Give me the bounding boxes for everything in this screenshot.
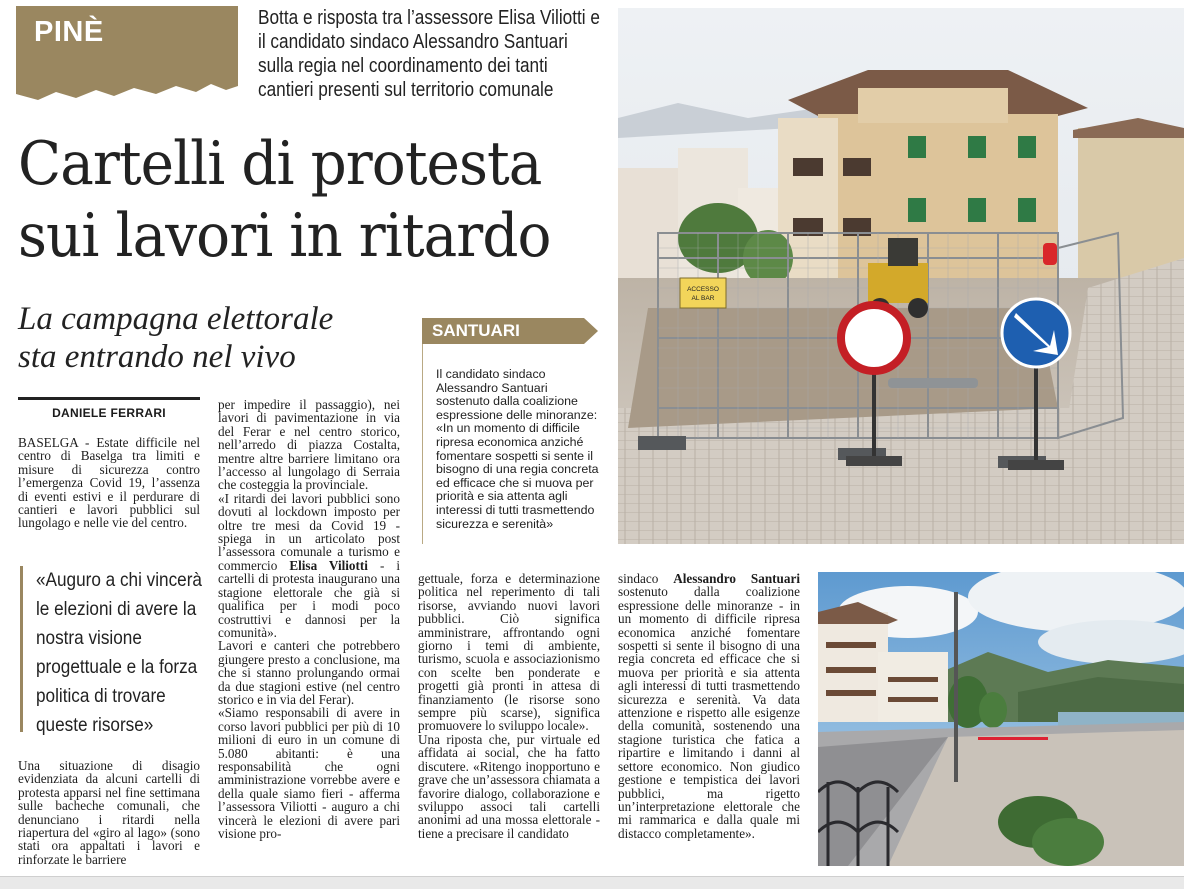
- column-4: [618, 572, 800, 840]
- bottom-bar: [0, 876, 1184, 889]
- subheadline-line-2: sta entrando nel vivo: [18, 339, 296, 375]
- col3-paragraph-2: Una riposta che, pur virtuale ed affidata ai social, che ha fatto discutere. «Ritengo inopportuno e grave che un’assessora chiamata a favorire dialogo, collaborazione e sviluppo associ tali cartelli anonimi ad una mossa elettorale - tiene a precisare il candidato: [418, 731, 600, 841]
- column-3: [418, 572, 600, 840]
- col3-paragraph-1: gettuale, forza e determinazione politica nel reperimento di tali risorse, avviando nuovi lavori pubblici. Ciò significa amministrare, affrontando ogni giorno i temi di ambiente, turismo, scuola e associazionismo con scelte ben ponderate e progetti già pronti in attesa di finanziamento (le risorse sono sempre più scarse), significa promuovere lo sviluppo locale».: [418, 571, 600, 734]
- col2-paragraph-3: Lavori e canteri che potrebbero giungere presto a conclusione, ma che si stanno prolungando ormai da due stagioni estive (nel centro storico e in via del Ferar).: [218, 638, 400, 707]
- lakeside-photo: [818, 572, 1184, 866]
- sidebar-rule: [422, 344, 423, 544]
- column-1-intro: [18, 436, 200, 530]
- headline-line-1: Cartelli di protesta: [18, 129, 542, 199]
- lakeside-photo-image: [818, 572, 1184, 866]
- headline: [18, 128, 551, 272]
- headline-line-2: sui lavori in ritardo: [18, 201, 551, 271]
- col4-paragraph-1: [618, 572, 800, 840]
- section-tag-label: PINÈ: [34, 16, 104, 48]
- col4-p1-text: sindaco: [618, 571, 674, 586]
- col2-paragraph-4: «Siamo responsabili di avere in corso lavori pubblici per più di 10 milioni di euro in un comune di 5.080 abitanti: è una responsabilità che ogni amministrazione vorrebbe avere e della quale siamo fieri - afferma l’assessora Viliotti - auguro a chi vincerà le elezioni di avere pari visione pro-: [218, 705, 400, 841]
- sidebar-tag-label: SANTUARI: [432, 321, 520, 340]
- byline-rule: [18, 397, 200, 400]
- subheadline: [18, 300, 333, 376]
- name-viliotti: Elisa Viliotti: [289, 557, 368, 573]
- col2-paragraph-2: [218, 492, 400, 639]
- sidebar-text: Il candidato sindaco Alessandro Santuari sostenuto dalla coalizione espressione delle minoranze: «In un momento di difficile ripresa economica anziché fomentare sospetti si sente il bisogno di una regia concreta ed efficace che si muova per priorità e sia attenta agli interessi di tutti trasmettendo sicurezza e serenità»: [436, 367, 599, 531]
- column-2: [218, 398, 400, 840]
- svg-text:AL BAR: AL BAR: [691, 295, 715, 302]
- column-1-body: [18, 759, 200, 866]
- byline: DANIELE FERRARI: [52, 406, 166, 420]
- section-tag: [16, 6, 238, 106]
- pull-quote: «Auguro a chi vincerà le elezioni di avere la nostra visione progettuale e la forza politica di trovare queste risorse»: [36, 569, 202, 736]
- body-paragraph: Una situazione di disagio evidenziata da alcuni cartelli di protesta apparsi nel fine settimana sulle bacheche comunali, che denunciano i ritardi nella riapertura del «giro al lago» (sono stati ora appaltati i lavori e rinforzate le barriere: [18, 758, 200, 867]
- subheadline-line-1: La campagna elettorale: [18, 301, 334, 337]
- col4-p1-text-end: sostenuto dalla coalizione espressione delle minoranze - in un momento di difficile ripresa economica anziché fomentare sospetti si sente il bisogno di una regia concreta ed efficace che si muova per priorità e sia attenta agli interessi di tutti trasmettendo sicurezza e serenità. Va data attenzione e rispetto alle esigenze della comunità, sostenendo una stagione turistica che fatica a ripartire e limitando i danni al settore economico. Non giudico gestione e tempistica dei lavori pubblici, ma rigetto un’interpretazione elettorale che mi rammarica e dalla quale mi distacco completamente».: [618, 584, 800, 841]
- sidebar-tag: [422, 318, 598, 344]
- construction-photo-image: [618, 8, 1184, 544]
- col2-p2-text-end: - i cartelli di protesta inaugurano una stagione elettorale che già si qualifica per i modi poco costruttivi e dannosi per la comunità».: [218, 557, 401, 640]
- construction-photo: [618, 8, 1184, 544]
- access-sign-text: ACCESSO: [687, 286, 719, 293]
- col2-p2-text: «I ritardi dei lavori pubblici sono dovuti al lockdown imposto per oltre tre mesi da Covid 19 - spiega in un articolato post l’assessora comunale a turismo e commercio: [218, 490, 400, 573]
- kicker: Botta e risposta tra l’assessore Elisa Viliotti e il candidato sindaco Alessandro Santuari sulla regia nel coordinamento dei tanti cantieri presenti sul territorio comunale: [258, 7, 600, 101]
- name-santuari: Alessandro Santuari: [673, 571, 800, 586]
- col2-paragraph-1: per impedire il passaggio), nei lavori di pavimentazione in via del Ferar e nel centro storico, nell’arredo di piazza Costalta, mentre altre barriere limitano ora l’accesso al lungolago di Serraia che costeggia la provinciale.: [218, 397, 400, 493]
- pull-quote-bar: [20, 566, 23, 732]
- intro-paragraph: BASELGA - Estate difficile nel centro di Baselga tra limiti e misure di sicurezza contro l’emergenza Covid 19, l’assenza di eventi estivi e il perdurare di cantieri e lavori pubblici sul lungolago e nelle vie del centro.: [18, 435, 200, 531]
